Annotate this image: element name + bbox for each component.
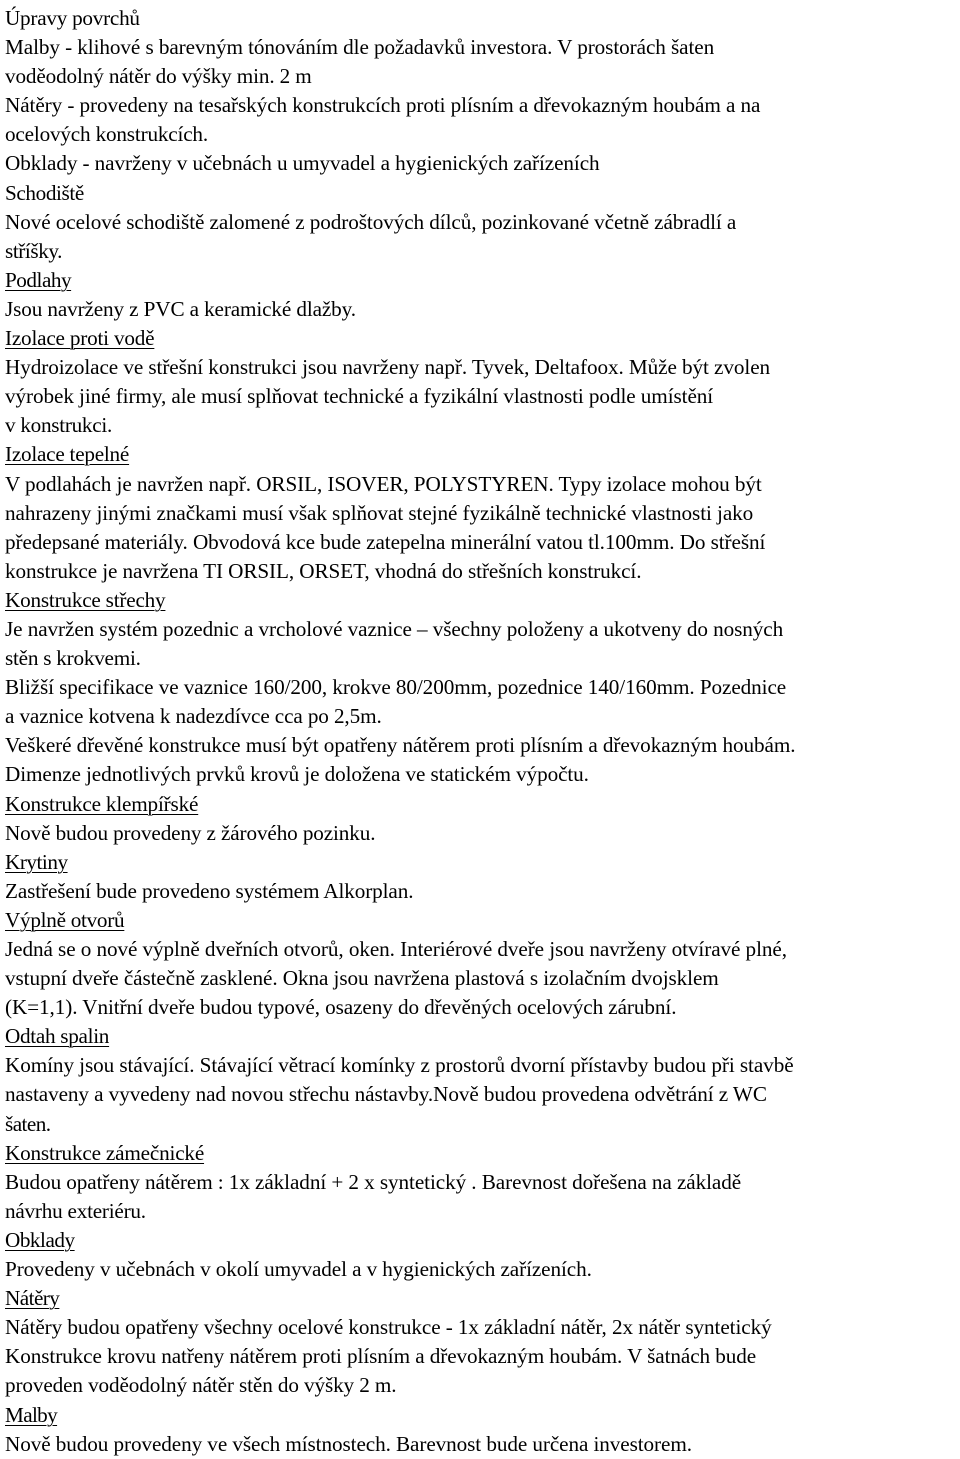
text-line: předepsané materiály. Obvodová kce bude zatepelna minerální vatou tl.100mm. Do střešní [5, 529, 766, 554]
document-section [5, 440, 960, 585]
section-heading: Nátěry [5, 1286, 60, 1311]
text-line: Obklady - navrženy v učebnách u umyvadel a hygienických zařízeních [5, 151, 600, 176]
section-paragraph [5, 33, 960, 91]
document-section [5, 790, 960, 848]
text-line: Dimenze jednotlivých prvků krovů je doložena ve statickém výpočtu. [5, 762, 589, 787]
section-paragraph [5, 877, 960, 906]
text-line: Bližší specifikace ve vaznice 160/200, krokve 80/200mm, pozednice 140/160mm. Pozednice [5, 675, 787, 700]
text-line: Veškeré dřevěné konstrukce musí být opatřeny nátěrem proti plísním a dřevokazným houbám. [5, 733, 796, 758]
section-paragraph [5, 731, 960, 789]
text-line: voděodolný nátěr do výšky min. 2 m [5, 64, 312, 89]
text-line: šaten. [5, 1111, 51, 1136]
document-section [5, 586, 960, 790]
section-paragraph [5, 1255, 960, 1284]
text-line: Nově budou provedeny ve všech místnostech. Barevnost bude určena investorem. [5, 1431, 692, 1456]
section-paragraph [5, 295, 960, 324]
section-paragraph [5, 673, 960, 731]
document-section [5, 324, 960, 440]
text-line: Zastřešení bude provedeno systémem Alkorplan. [5, 878, 414, 903]
section-heading: Podlahy [5, 267, 72, 292]
text-line: vstupní dveře částečně zasklené. Okna jsou navržena plastová s izolačním dvojsklem [5, 966, 719, 991]
section-paragraph [5, 149, 960, 178]
text-line: Budou opatřeny nátěrem : 1x základní + 2 x syntetický . Barevnost dořešena na základě [5, 1169, 742, 1194]
section-paragraph [5, 819, 960, 848]
section-heading: Schodiště [5, 180, 84, 205]
document-section [5, 4, 960, 179]
section-paragraph [5, 1051, 960, 1138]
text-line: návrhu exteriéru. [5, 1198, 146, 1223]
document-section [5, 1022, 960, 1138]
section-paragraph [5, 1313, 960, 1400]
text-line: Provedeny v učebnách v okolí umyvadel a v hygienických zařízeních. [5, 1257, 592, 1282]
text-line: nahrazeny jinými značkami musí však splňovat stejné fyzikálně technické vlastnosti jako [5, 500, 754, 525]
text-line: konstrukce je navržena TI ORSIL, ORSET, vhodná do střešních konstrukcí. [5, 558, 642, 583]
section-heading: Izolace proti vodě [5, 326, 155, 351]
section-heading: Malby [5, 1402, 58, 1427]
document-section [5, 1226, 960, 1284]
text-line: a vaznice kotvena k nadezdívce cca po 2,5m. [5, 704, 382, 729]
document-section [5, 179, 960, 266]
text-line: V podlahách je navržen např. ORSIL, ISOVER, POLYSTYREN. Typy izolace mohou být [5, 471, 762, 496]
section-paragraph [5, 1430, 960, 1459]
document-section [5, 848, 960, 906]
document-section [5, 1401, 960, 1459]
text-line: Nátěry - provedeny na tesařských konstrukcích proti plísním a dřevokazným houbám a na [5, 93, 761, 118]
text-line: v konstrukci. [5, 413, 112, 438]
section-heading: Konstrukce střechy [5, 587, 166, 612]
text-line: proveden voděodolný nátěr stěn do výšky 2 m. [5, 1373, 397, 1398]
section-heading: Izolace tepelné [5, 442, 130, 467]
text-line: Jsou navrženy z PVC a keramické dlažby. [5, 296, 356, 321]
document-section [5, 266, 960, 324]
section-heading: Odtah spalin [5, 1024, 110, 1049]
text-line: Nově budou provedeny z žárového pozinku. [5, 820, 376, 845]
text-line: Komíny jsou stávající. Stávající větrací komínky z prostorů dvorní přístavby budou při stavbě [5, 1053, 794, 1078]
text-line: Jedná se o nové výplně dveřních otvorů, oken. Interiérové dveře jsou navrženy otvíravé plné, [5, 937, 787, 961]
document-page [5, 4, 960, 1459]
text-line: stříšky. [5, 238, 63, 263]
document-section [5, 906, 960, 1022]
section-paragraph [5, 470, 960, 586]
section-paragraph [5, 615, 960, 673]
text-line: Nátěry budou opatřeny všechny ocelové konstrukce - 1x základní nátěr, 2x nátěr syntetický [5, 1315, 772, 1340]
text-line: Malby - klihové s barevným tónováním dle požadavků investora. V prostorách šaten [5, 35, 715, 60]
text-line: Nové ocelové schodiště zalomené z podroštových dílců, pozinkované včetně zábradlí a [5, 209, 737, 234]
text-line: (K=1,1). Vnitřní dveře budou typové, osazeny do dřevěných ocelových zárubní. [5, 995, 677, 1020]
section-heading: Obklady [5, 1227, 75, 1252]
section-heading: Konstrukce klempířské [5, 791, 199, 816]
section-heading: Výplně otvorů [5, 907, 125, 932]
section-paragraph [5, 935, 960, 1022]
document-section [5, 1284, 960, 1400]
section-heading: Konstrukce zámečnické [5, 1140, 205, 1165]
document-section [5, 1139, 960, 1226]
section-heading: Úpravy povrchů [5, 6, 140, 30]
text-line: ocelových konstrukcích. [5, 122, 208, 147]
section-heading: Krytiny [5, 849, 68, 874]
text-line: Konstrukce krovu natřeny nátěrem proti plísním a dřevokazným houbám. V šatnách bude [5, 1344, 757, 1369]
text-line: výrobek jiné firmy, ale musí splňovat technické a fyzikální vlastnosti podle umístění [5, 384, 714, 409]
text-line: nastaveny a vyvedeny nad novou střechu nástavby.Nově budou provedena odvětrání z WC [5, 1082, 767, 1107]
section-paragraph [5, 208, 960, 266]
text-line: stěn s krokvemi. [5, 646, 141, 671]
section-paragraph [5, 353, 960, 440]
text-line: Hydroizolace ve střešní konstrukci jsou navrženy např. Tyvek, Deltafoox. Může být zvolen [5, 355, 771, 380]
text-line: Je navržen systém pozednic a vrcholové vaznice – všechny položeny a ukotveny do nosných [5, 616, 784, 641]
section-paragraph [5, 1168, 960, 1226]
document-body [5, 4, 960, 1459]
section-paragraph [5, 91, 960, 149]
